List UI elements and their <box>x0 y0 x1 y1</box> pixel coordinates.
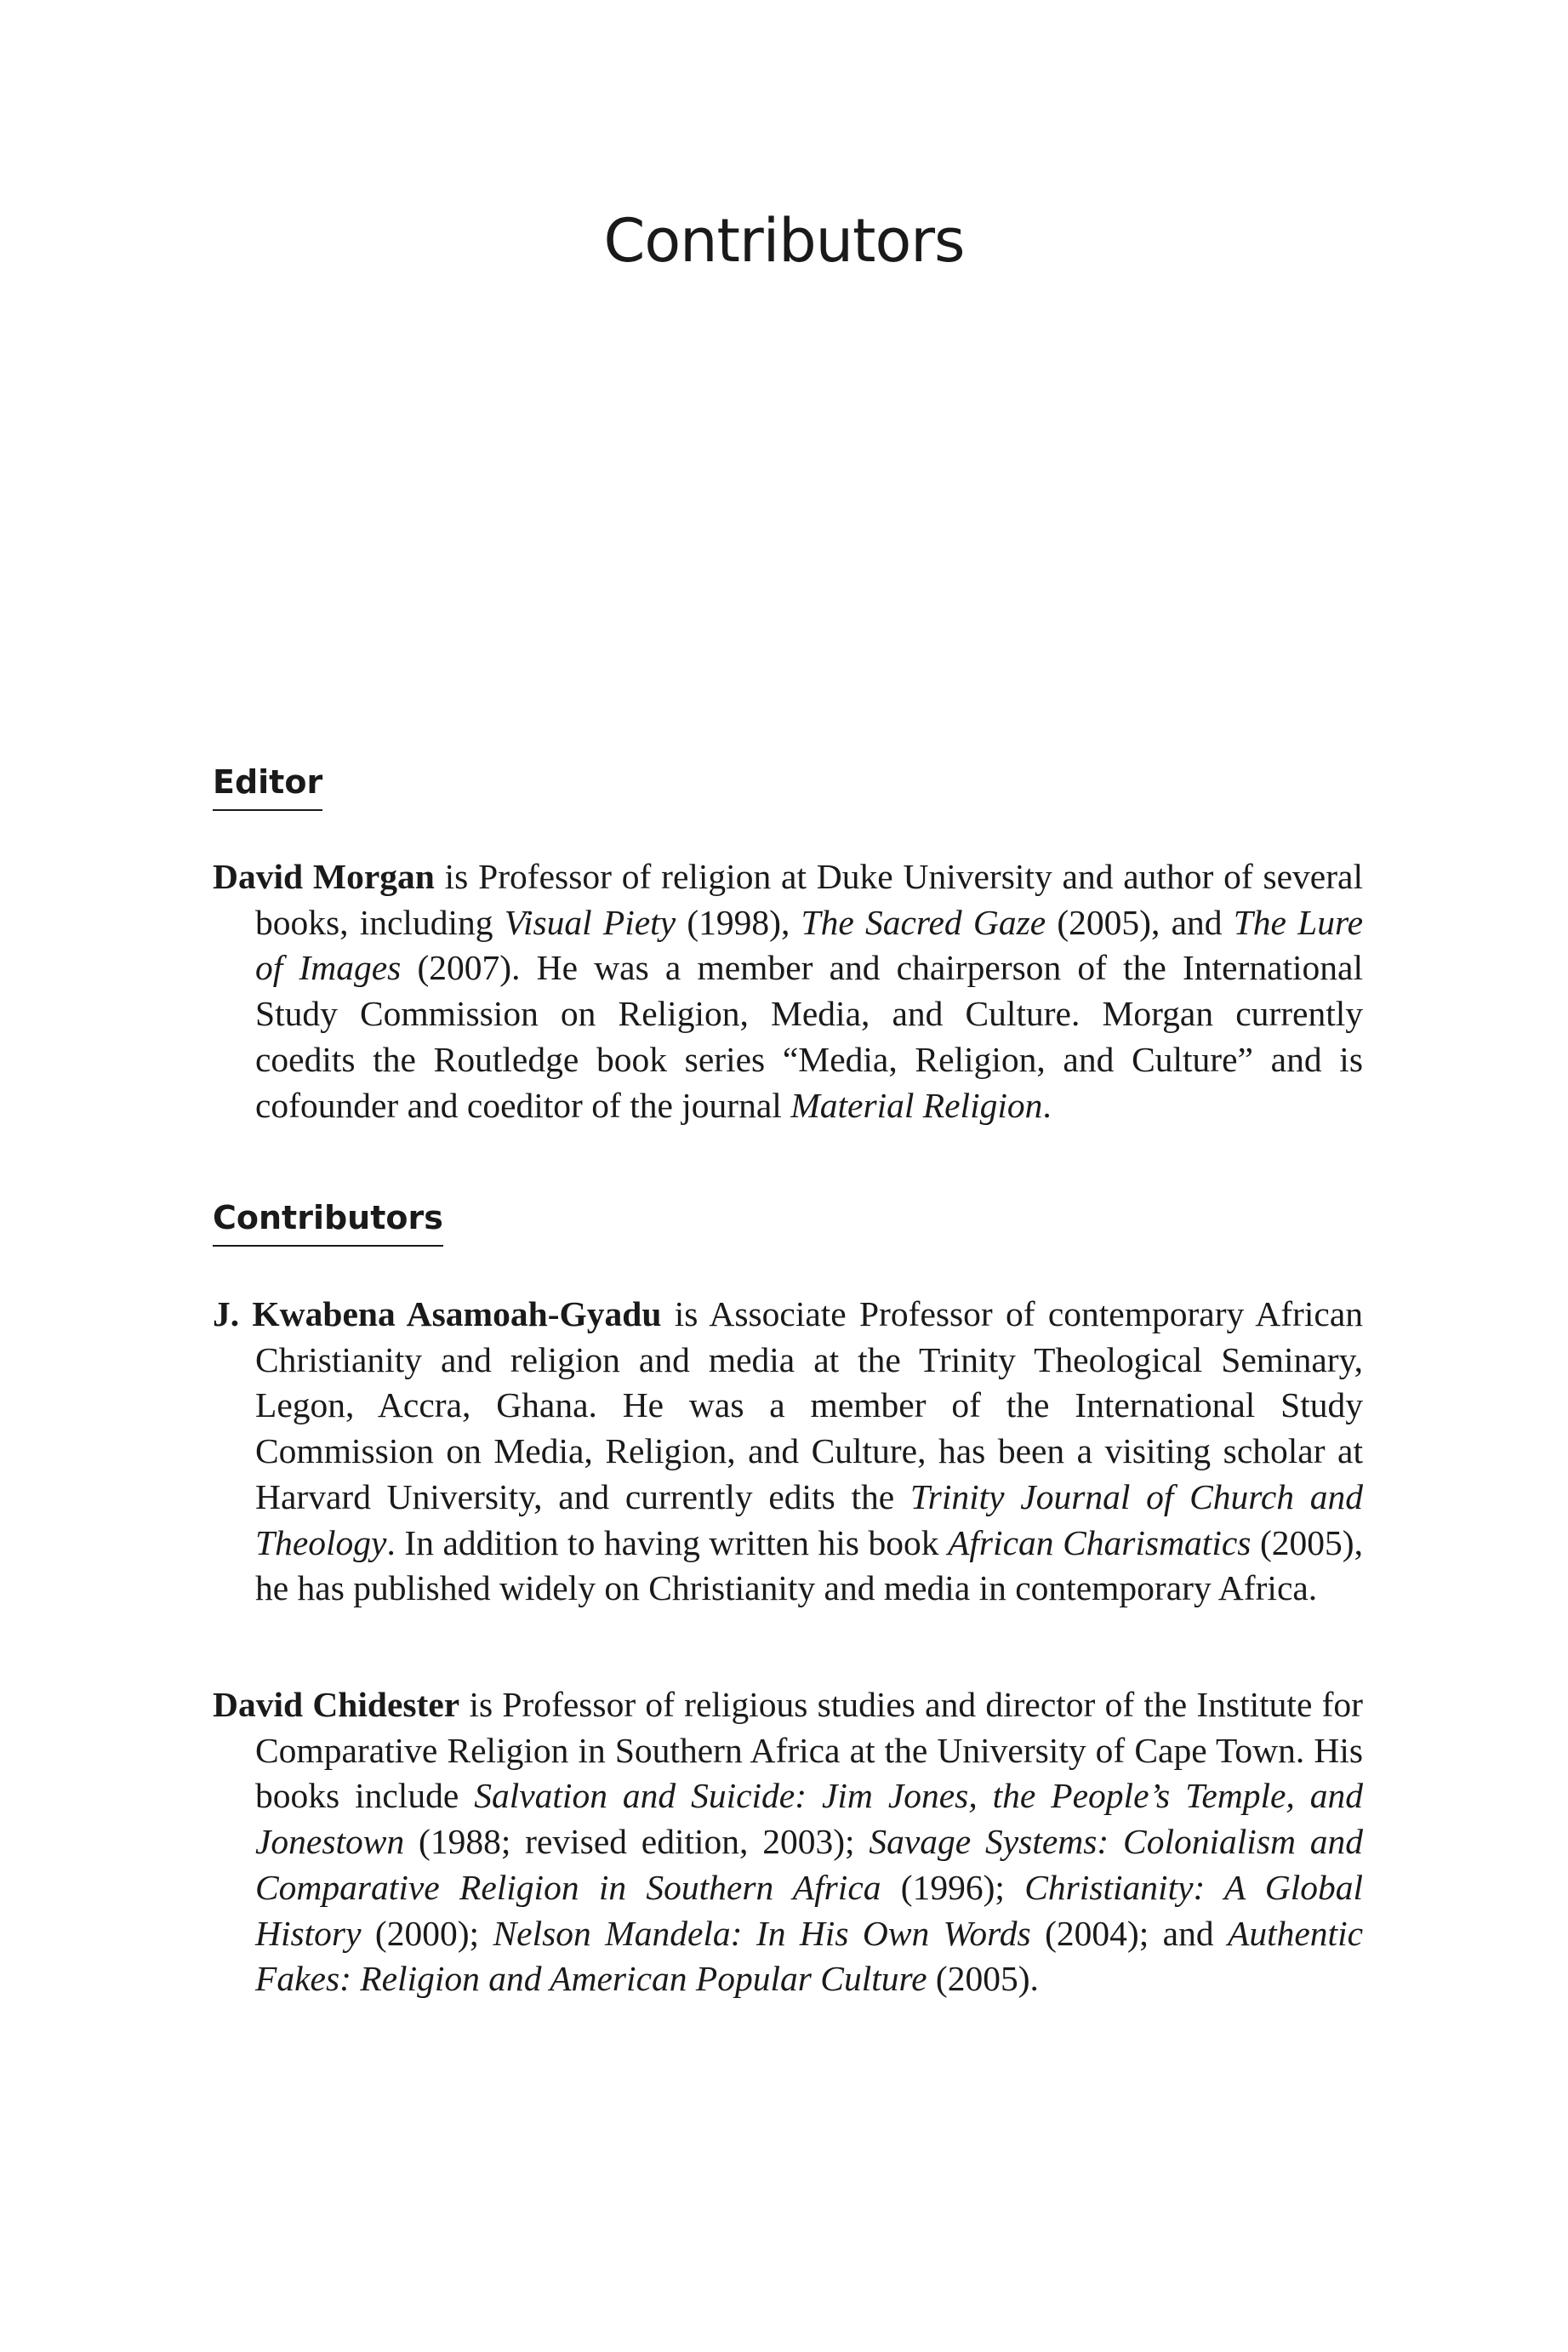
entry-text: is Professor of religious studies and director of the Institute for Comparative Religion in Southern Africa at the University of Cape Town. His books include <box>255 1685 1363 1816</box>
entry-text: (2005), he has published widely on Christianity and media in contemporary Africa. <box>255 1522 1364 1608</box>
book-title: The Lure of Images <box>255 902 1364 988</box>
book-title: Visual Piety <box>504 902 676 942</box>
entry-text: (2005). <box>927 1959 1039 1999</box>
contributor-entry <box>213 1292 1363 1612</box>
contributor-name: David Chidester <box>213 1685 460 1724</box>
journal-title: Trinity Journal of Church and Theology <box>255 1476 1363 1562</box>
contributor-entry <box>213 1682 1363 2002</box>
entry-text: (2005), and <box>1046 902 1234 942</box>
entry-text: is Associate Professor of contemporary African Christianity and religion and media at the Trinity Theological Seminary, Legon, Accra, Ghana. He was a member of the International Study Commission on Media, Religion, and Culture, has been a visiting scholar at Harvard University, and currently edits the <box>255 1294 1363 1516</box>
entry-text: is Professor of religion at Duke University and author of several books, including <box>255 857 1363 942</box>
entry-text: (1996); <box>881 1867 1025 1907</box>
book-title: The Sacred Gaze <box>801 902 1046 942</box>
book-title: Christianity: A Global History <box>255 1867 1364 1953</box>
entry-text: (1988; revised edition, 2003); <box>404 1822 870 1862</box>
entry-text: . <box>1042 1085 1052 1125</box>
contributor-name: J. Kwabena Asamoah-Gyadu <box>213 1294 662 1333</box>
journal-title: Material Religion <box>790 1085 1043 1125</box>
section-heading-contributors: Contributors <box>213 1197 443 1247</box>
entry-text: . In addition to having written his book <box>386 1522 949 1562</box>
book-title: African Charismatics <box>948 1522 1252 1562</box>
page-title: Contributors <box>603 206 965 276</box>
entry-text: (2007). He was a member and chairperson of the International Study Commission on Religion, Media, and Culture. Morgan currently coedits the Routledge book series “Media, Religion, and Culture” and is cofounder and coeditor of the journal <box>255 948 1364 1125</box>
book-title: Salvation and Suicide: Jim Jones, the People’s Temple, and Jonestown <box>255 1776 1363 1862</box>
contributor-name: David Morgan <box>213 857 435 896</box>
book-title: Authentic Fakes: Religion and American Popular Culture <box>255 1913 1364 1999</box>
section-heading-editor: Editor <box>213 762 322 811</box>
contributor-entry <box>213 854 1363 1128</box>
book-title: Nelson Mandela: In His Own Words <box>493 1913 1031 1953</box>
entry-text: (2004); and <box>1030 1913 1228 1953</box>
book-title: Savage Systems: Colonialism and Comparative Religion in Southern Africa <box>255 1822 1363 1907</box>
entry-text: (1998), <box>676 902 801 942</box>
entry-text: (2000); <box>361 1913 493 1953</box>
